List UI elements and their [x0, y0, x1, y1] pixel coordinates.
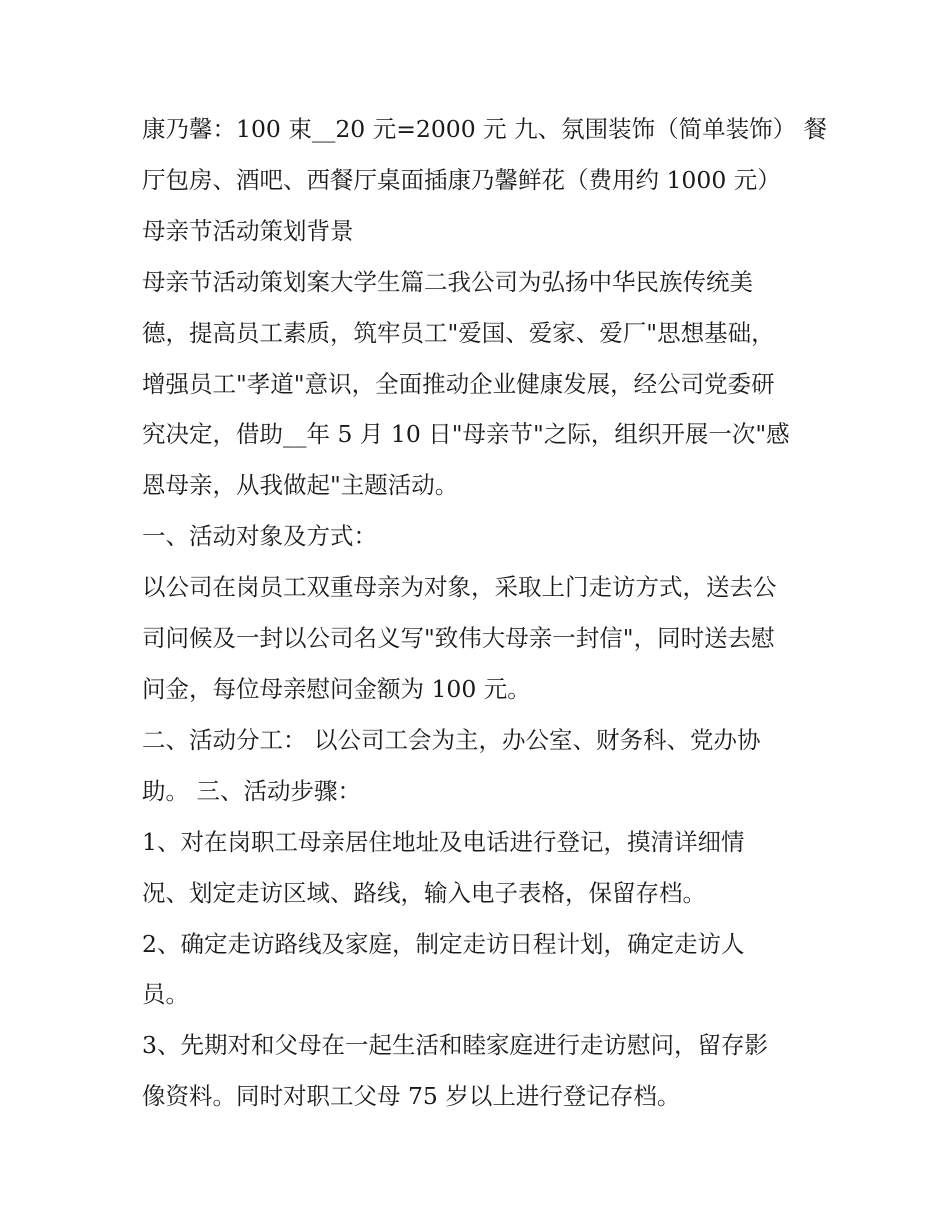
document-body: [142, 104, 828, 1122]
text-line: 况、划定走访区域、路线，输入电子表格，保留存档。: [142, 878, 706, 907]
text-line: 像资料。同时对职工父母 75 岁以上进行登记存档。: [142, 1082, 681, 1111]
list-item: 1、对在岗职工母亲居住地址及电话进行登记，摸清详细情: [142, 827, 745, 856]
list-item: 2、确定走访路线及家庭，制定走访日程计划，确定走访人: [142, 929, 745, 958]
text-line: 增强员工"孝道"意识，全面推动企业健康发展，经公司党委研: [142, 369, 775, 398]
text-line: 恩母亲，从我做起"主题活动。: [142, 471, 459, 500]
section-heading: 一、活动对象及方式：: [142, 522, 377, 551]
list-item: 3、先期对和父母在一起生活和睦家庭进行走访慰问，留存影: [142, 1031, 768, 1060]
text-line: 究决定，借助__年 5 月 10 日"母亲节"之际，组织开展一次"感: [142, 420, 790, 449]
text-line: 助。 三、活动步骤：: [142, 776, 361, 805]
text-line: 康乃馨：100 束__20 元=2000 元 九、氛围装饰（简单装饰） 餐: [142, 115, 828, 143]
text-line: 母亲节活动策划案大学生篇二我公司为弘扬中华民族传统美: [142, 267, 753, 296]
section-heading: 母亲节活动策划背景: [142, 216, 354, 245]
text-line: 厅包房、酒吧、西餐厅桌面插康乃馨鲜花（费用约 1000 元）: [142, 165, 781, 194]
text-line: 二、活动分工： 以公司工会为主，办公室、财务科、党办协: [142, 725, 761, 754]
text-line: 以公司在岗员工双重母亲为对象，采取上门走访方式，送去公: [142, 573, 777, 602]
text-line: 德，提高员工素质，筑牢员工"爱国、爱家、爱厂"思想基础，: [142, 318, 775, 347]
text-line: 司问候及一封以公司名义写"致伟大母亲一封信"，同时送去慰: [142, 624, 775, 653]
text-line: 问金，每位母亲慰问金额为 100 元。: [142, 674, 531, 703]
text-line: 员。: [142, 980, 189, 1009]
